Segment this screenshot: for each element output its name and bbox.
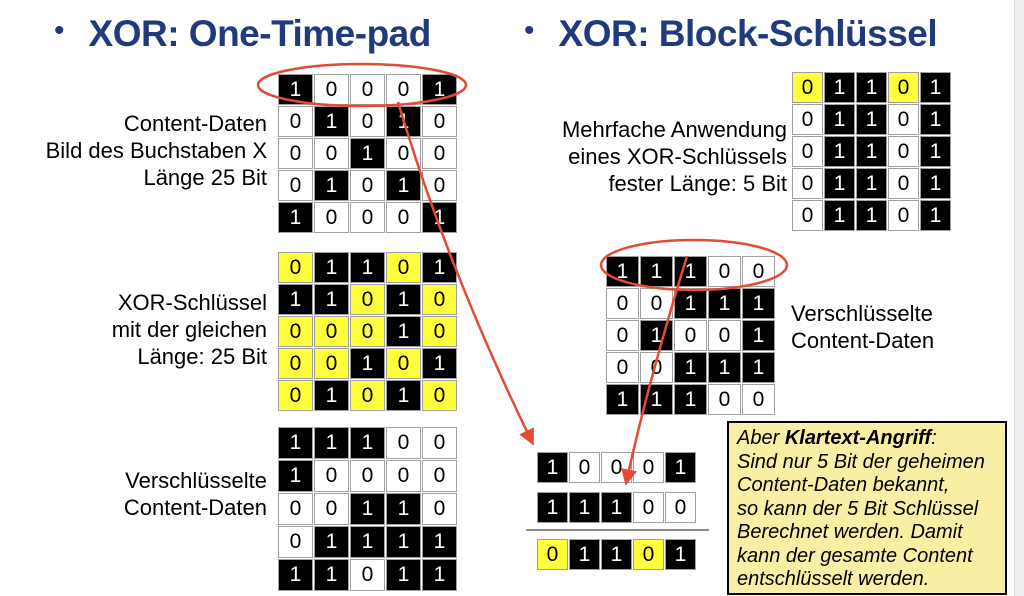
bit-cell: 0 — [278, 493, 313, 525]
bit-cell: 0 — [708, 320, 741, 351]
bit-cell: 0 — [278, 106, 313, 137]
bit-cell: 1 — [386, 106, 421, 137]
grid-content-data — [278, 74, 457, 233]
bit-cell: 1 — [824, 72, 855, 103]
bit-cell: 0 — [314, 460, 349, 492]
bit-cell: 1 — [856, 200, 887, 231]
bit-cell: 1 — [386, 316, 421, 347]
bit-cell: 1 — [742, 352, 775, 383]
bit-cell: 1 — [824, 104, 855, 135]
bullet-icon: • — [54, 14, 65, 47]
bit-cell: 1 — [601, 539, 632, 570]
bit-cell: 0 — [792, 200, 823, 231]
right-edge-strip — [1014, 0, 1024, 596]
label-line: Content-Daten — [123, 111, 267, 136]
bit-cell: 0 — [708, 256, 741, 287]
xor-key-label — [0, 289, 267, 370]
bit-cell: 1 — [386, 380, 421, 411]
bit-cell: 1 — [674, 352, 707, 383]
bit-cell: 0 — [386, 427, 421, 459]
bit-cell: 1 — [278, 460, 313, 492]
bit-cell: 0 — [422, 380, 457, 411]
bit-cell: 0 — [350, 284, 385, 315]
bit-cell: 1 — [386, 559, 421, 591]
bit-cell: 1 — [422, 526, 457, 558]
content-data-label — [0, 110, 267, 191]
bit-cell: 1 — [665, 452, 696, 483]
bit-cell: 0 — [888, 136, 919, 167]
bit-cell: 1 — [422, 348, 457, 379]
bit-cell: 0 — [888, 200, 919, 231]
bit-cell: 0 — [314, 493, 349, 525]
label-line: Länge: 25 Bit — [137, 344, 267, 369]
bit-cell: 1 — [278, 202, 313, 233]
bit-cell: 1 — [601, 492, 632, 523]
bit-cell: 0 — [606, 320, 639, 351]
bit-cell: 1 — [350, 493, 385, 525]
bit-cell: 0 — [278, 252, 313, 283]
note-colon: : — [931, 427, 937, 449]
bit-cell: 0 — [278, 170, 313, 201]
bit-cell: 1 — [314, 106, 349, 137]
bit-cell: 0 — [640, 352, 673, 383]
bit-cell: 0 — [422, 493, 457, 525]
bit-cell: 0 — [314, 202, 349, 233]
bit-cell: 0 — [665, 492, 696, 523]
bit-cell: 0 — [386, 460, 421, 492]
bit-cell: 1 — [314, 559, 349, 591]
bit-cell: 0 — [888, 168, 919, 199]
bit-cell: 0 — [350, 316, 385, 347]
block-key-label — [505, 116, 787, 197]
bit-cell: 0 — [422, 284, 457, 315]
bit-cell: 0 — [422, 427, 457, 459]
bit-cell: 1 — [314, 252, 349, 283]
bit-cell: 0 — [708, 384, 741, 415]
bit-cell: 0 — [278, 526, 313, 558]
bit-cell: 1 — [350, 138, 385, 169]
bit-cell: 0 — [569, 452, 600, 483]
bit-cell: 1 — [665, 539, 696, 570]
bit-cell: 0 — [350, 106, 385, 137]
note-line: kann der gesamte Content — [737, 544, 973, 567]
label-line: Content-Daten — [123, 495, 267, 520]
bit-cell: 1 — [278, 427, 313, 459]
label-line: Verschlüsselte — [125, 468, 267, 493]
heading-left-text: XOR: One-Time-pad — [88, 13, 431, 54]
bit-cell: 0 — [633, 452, 664, 483]
bit-cell: 0 — [278, 316, 313, 347]
bit-cell: 0 — [386, 348, 421, 379]
bit-cell: 1 — [606, 384, 639, 415]
bit-cell: 1 — [350, 252, 385, 283]
note-line: Sind nur 5 Bit der geheimen — [737, 450, 985, 473]
bit-cell: 0 — [350, 460, 385, 492]
bit-cell: 0 — [792, 136, 823, 167]
bit-cell: 1 — [824, 168, 855, 199]
bit-cell: 1 — [314, 380, 349, 411]
label-line: Länge 25 Bit — [143, 165, 267, 190]
bit-cell: 1 — [742, 288, 775, 319]
bit-cell: 0 — [422, 316, 457, 347]
grid-encrypted-right — [606, 256, 775, 415]
bit-cell: 0 — [314, 348, 349, 379]
bit-cell: 1 — [824, 136, 855, 167]
bit-cell: 0 — [350, 380, 385, 411]
bit-cell: 1 — [422, 252, 457, 283]
bit-cell: 1 — [314, 526, 349, 558]
bit-cell: 1 — [920, 168, 951, 199]
bit-cell: 0 — [422, 170, 457, 201]
bit-cell: 0 — [386, 202, 421, 233]
bit-cell: 0 — [792, 104, 823, 135]
bit-cell: 0 — [742, 384, 775, 415]
label-line: XOR-Schlüssel — [117, 290, 267, 315]
bit-cell: 1 — [314, 427, 349, 459]
bit-cell: 0 — [350, 74, 385, 105]
note-bold-term: Klartext-Angriff — [784, 427, 932, 449]
label-line: Bild des Buchstaben X — [45, 138, 267, 163]
bit-cell: 0 — [674, 320, 707, 351]
label-line: Verschlüsselte — [791, 301, 933, 326]
bit-cell: 0 — [633, 492, 664, 523]
bit-cell: 0 — [606, 288, 639, 319]
bit-cell: 1 — [674, 256, 707, 287]
label-line: mit der gleichen — [111, 317, 267, 342]
bit-cell: 1 — [537, 452, 568, 483]
bit-cell: 0 — [386, 74, 421, 105]
bit-cell: 1 — [708, 288, 741, 319]
bit-cell: 0 — [278, 348, 313, 379]
note-line: Berechnet werden. Damit — [737, 521, 963, 543]
bit-cell: 1 — [314, 284, 349, 315]
note-line: entschlüsselt werden. — [737, 568, 930, 590]
bit-cell: 1 — [537, 492, 568, 523]
bit-cell: 1 — [569, 492, 600, 523]
note-line: Content-Daten bekannt, — [737, 474, 950, 496]
bit-cell: 0 — [792, 168, 823, 199]
bit-cell: 0 — [633, 539, 664, 570]
label-line: eines XOR-Schlüssels — [568, 144, 787, 169]
bit-cell: 1 — [856, 104, 887, 135]
bit-cell: 1 — [640, 320, 673, 351]
bit-cell: 0 — [422, 106, 457, 137]
heading-one-time-pad — [54, 12, 431, 56]
bit-cell: 1 — [386, 493, 421, 525]
heading-block-schluessel — [524, 12, 937, 56]
bit-cell: 1 — [824, 200, 855, 231]
bit-cell: 1 — [674, 288, 707, 319]
bit-cell: 1 — [920, 200, 951, 231]
heading-right-text: XOR: Block-Schlüssel — [558, 13, 938, 54]
bit-cell: 0 — [742, 256, 775, 287]
label-line: Mehrfache Anwendung — [561, 117, 787, 142]
bit-cell: 0 — [314, 316, 349, 347]
bit-cell: 0 — [792, 72, 823, 103]
bit-cell: 1 — [920, 104, 951, 135]
label-line: fester Länge: 5 Bit — [608, 171, 787, 196]
bit-cell: 0 — [386, 252, 421, 283]
plaintext-attack-note — [727, 421, 1007, 595]
bit-cell: 1 — [920, 72, 951, 103]
bit-cell: 1 — [856, 136, 887, 167]
encrypted-data-label-left — [0, 467, 267, 521]
bit-cell: 1 — [278, 284, 313, 315]
bit-cell: 0 — [314, 74, 349, 105]
bit-cell: 0 — [314, 138, 349, 169]
bit-cell: 1 — [386, 526, 421, 558]
bit-cell: 1 — [350, 427, 385, 459]
bit-cell: 1 — [278, 559, 313, 591]
grid-encrypted-left — [278, 427, 457, 591]
bit-cell: 1 — [314, 170, 349, 201]
bit-cell: 0 — [888, 72, 919, 103]
bit-cell: 1 — [278, 74, 313, 105]
row-known-plaintext — [537, 452, 696, 483]
bit-cell: 1 — [856, 72, 887, 103]
bit-cell: 1 — [422, 202, 457, 233]
bit-cell: 1 — [422, 559, 457, 591]
bullet-icon: • — [524, 14, 535, 47]
bit-cell: 1 — [742, 320, 775, 351]
note-line: so kann der 5 Bit Schlüssel — [737, 497, 979, 520]
bit-cell: 0 — [350, 202, 385, 233]
sum-line — [526, 529, 709, 531]
bit-cell: 1 — [350, 348, 385, 379]
row-known-ciphertext — [537, 492, 696, 523]
bit-cell: 1 — [640, 256, 673, 287]
bit-cell: 0 — [386, 138, 421, 169]
bit-cell: 0 — [422, 460, 457, 492]
bit-cell: 1 — [606, 256, 639, 287]
bit-cell: 1 — [920, 136, 951, 167]
bit-cell: 1 — [386, 170, 421, 201]
label-line: Content-Daten — [791, 328, 935, 353]
bit-cell: 0 — [278, 138, 313, 169]
bit-cell: 1 — [674, 384, 707, 415]
bit-cell: 0 — [350, 170, 385, 201]
bit-cell: 1 — [569, 539, 600, 570]
note-line — [737, 427, 997, 451]
encrypted-data-label-right — [791, 300, 1001, 354]
bit-cell: 1 — [856, 168, 887, 199]
bit-cell: 1 — [422, 74, 457, 105]
bit-cell: 0 — [422, 138, 457, 169]
bit-cell: 0 — [606, 352, 639, 383]
bit-cell: 0 — [601, 452, 632, 483]
bit-cell: 0 — [537, 539, 568, 570]
bit-cell: 0 — [888, 104, 919, 135]
grid-xor-key-25bit — [278, 252, 457, 411]
bit-cell: 1 — [640, 384, 673, 415]
bit-cell: 0 — [278, 380, 313, 411]
note-lead: Aber — [737, 427, 785, 449]
bit-cell: 1 — [350, 526, 385, 558]
bit-cell: 1 — [386, 284, 421, 315]
bit-cell: 0 — [350, 559, 385, 591]
bit-cell: 0 — [640, 288, 673, 319]
row-derived-key — [537, 539, 696, 570]
bit-cell: 1 — [708, 352, 741, 383]
grid-block-key-repeated — [792, 72, 951, 231]
